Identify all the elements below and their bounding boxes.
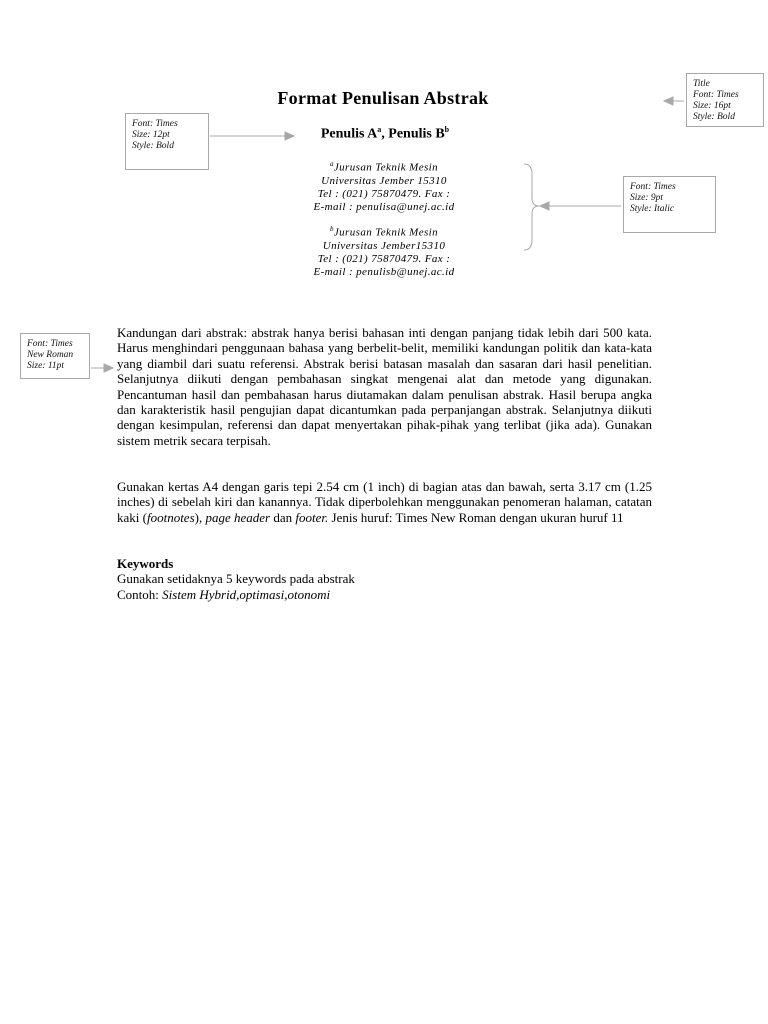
keywords-instruction: Gunakan setidaknya 5 keywords pada abstrak — [117, 571, 355, 586]
footnotes-term: footnotes — [146, 509, 195, 525]
author-separator: , — [381, 126, 389, 142]
affiliation-arrow-head — [540, 202, 549, 210]
format-paragraph — [117, 479, 652, 525]
callout-line: Font: Times — [630, 182, 676, 192]
callout-line: Size: 16pt — [693, 101, 731, 111]
callout-line: Size: 9pt — [630, 193, 663, 203]
format-text-4: Jenis huruf: Times New Roman dengan ukuran huruf 11 — [328, 509, 624, 525]
author-b: Penulis B — [388, 126, 445, 142]
callout-line: Size: 12pt — [132, 130, 170, 140]
keywords-example-label: Contoh: — [117, 587, 163, 602]
callout-line: Style: Italic — [630, 204, 675, 214]
affiliation-b-univ: Universitas Jember15310 — [322, 239, 446, 252]
author-a-superscript: a — [377, 125, 382, 134]
affiliation-a-univ: Universitas Jember 15310 — [321, 174, 447, 187]
keywords-example — [117, 587, 330, 602]
callout-line: Font: Times — [132, 119, 178, 129]
author-arrow-head — [285, 132, 294, 140]
affiliation-a-tel: Tel : (021) 75870479. Fax : — [317, 187, 451, 200]
callout-line: Size: 11pt — [27, 361, 65, 371]
affiliation-b-tel: Tel : (021) 75870479. Fax : — [317, 252, 451, 265]
body-arrow-head — [104, 364, 113, 372]
affiliation-b-dept: Jurusan Teknik Mesin — [333, 226, 439, 239]
author-b-superscript: b — [444, 125, 450, 134]
affiliation-a-email: E-mail : penulisa@unej.ac.id — [313, 200, 455, 213]
callout-line: New Roman — [27, 350, 74, 360]
callout-line: Style: Bold — [132, 141, 174, 151]
callout-line: Style: Bold — [693, 112, 735, 122]
affiliation-a-dept: Jurusan Teknik Mesin — [333, 161, 439, 174]
affiliation-brace — [524, 164, 539, 250]
document-title: Format Penulisan Abstrak — [277, 88, 489, 108]
affiliation-b-email: E-mail : penulisb@unej.ac.id — [313, 265, 455, 278]
format-text-3: dan — [270, 509, 296, 525]
footer-term: footer. — [295, 509, 329, 525]
keywords-example-terms: Sistem Hybrid,optimasi,otonomi — [162, 587, 331, 602]
format-text-1: Gunakan kertas A4 dengan garis tepi 2.54 cm (1 inch) di bagian atas dan bawah, serta 3.17 cm (1.25 inches) di sebelah kiri dan kanannya. Tidak diperbolehkan menggunakan penomeran halaman, catatan kaki ( — [117, 479, 652, 525]
author-a: Penulis A — [320, 126, 378, 142]
page-header-term: page header — [205, 509, 271, 525]
keywords-heading: Keywords — [117, 556, 174, 571]
format-text-2: ), — [194, 509, 206, 525]
affiliation-b-superscript: b — [329, 225, 334, 233]
callout-line: Font: Times — [27, 339, 73, 349]
callout-line: Font: Times — [693, 90, 739, 100]
callout-line: Title — [693, 79, 710, 89]
affiliation-a-superscript: a — [329, 160, 334, 168]
abstract-body: Kandungan dari abstrak: abstrak hanya berisi bahasan inti dengan panjang tidak lebih dari 500 kata. Harus menghindari penggunaan bahasa yang berbelit-belit, memiliki kandungan politik dan kata-kata yang diambil dari suatu referensi. Abstrak berisi batasan masalah dan sasaran dari hasil penelitian. Selanjutnya diikuti dengan pembahasan singkat mengenai alat dan metode yang digunakan. Pencantuman hasil dan pembahasan harus diutamakan dalam penulisan abstrak. Hasil berupa angka dan karakteristik hasil pengujian dapat dicantumkan pada perpanjangan abstrak. Selanjutnya diikuti dengan kesimpulan, referensi dan dapat menyertakan pihak-pihak yang terlibat (jika ada). Gunakan sistem metrik secara terpisah. — [117, 325, 652, 448]
title-arrow-head — [664, 97, 673, 105]
